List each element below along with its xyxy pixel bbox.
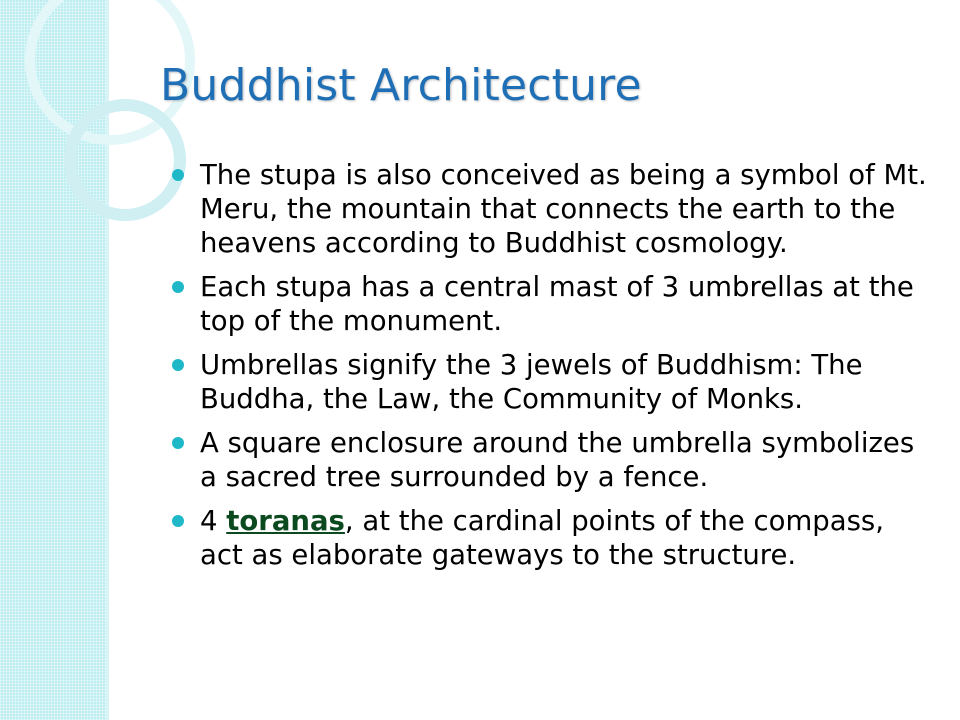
bullet-dot-icon: [172, 169, 184, 181]
bullet-dot-icon: [172, 359, 184, 371]
bullet-text: A square enclosure around the umbrella symbolizes a sacred tree surrounded by a fence.: [200, 427, 915, 493]
bullet-text: Umbrellas signify the 3 jewels of Buddhism: The Buddha, the Law, the Community of Monks.: [200, 349, 863, 415]
bullet-text-prefix: 4: [200, 505, 227, 537]
bullet-dot-icon: [172, 515, 184, 527]
bullet-item: [170, 504, 930, 572]
bullet-item: [170, 270, 930, 338]
slide-title: Buddhist Architecture: [160, 60, 642, 111]
bullet-text: The stupa is also conceived as being a symbol of Mt. Meru, the mountain that connects the earth to the heavens according to Buddhist cosmology.: [200, 159, 927, 259]
bullet-text-suffix: , at the cardinal points of the compass, act as elaborate gateways to the structure.: [200, 505, 884, 571]
bullet-item: [170, 158, 930, 260]
bullet-item: [170, 348, 930, 416]
bullet-dot-icon: [172, 281, 184, 293]
bullet-item: [170, 426, 930, 494]
bullet-dot-icon: [172, 437, 184, 449]
bullet-text: Each stupa has a central mast of 3 umbrellas at the top of the monument.: [200, 271, 914, 337]
bullet-list: [170, 158, 930, 582]
toranas-term-link[interactable]: toranas: [226, 505, 345, 537]
decorative-circle-small: [70, 105, 180, 215]
